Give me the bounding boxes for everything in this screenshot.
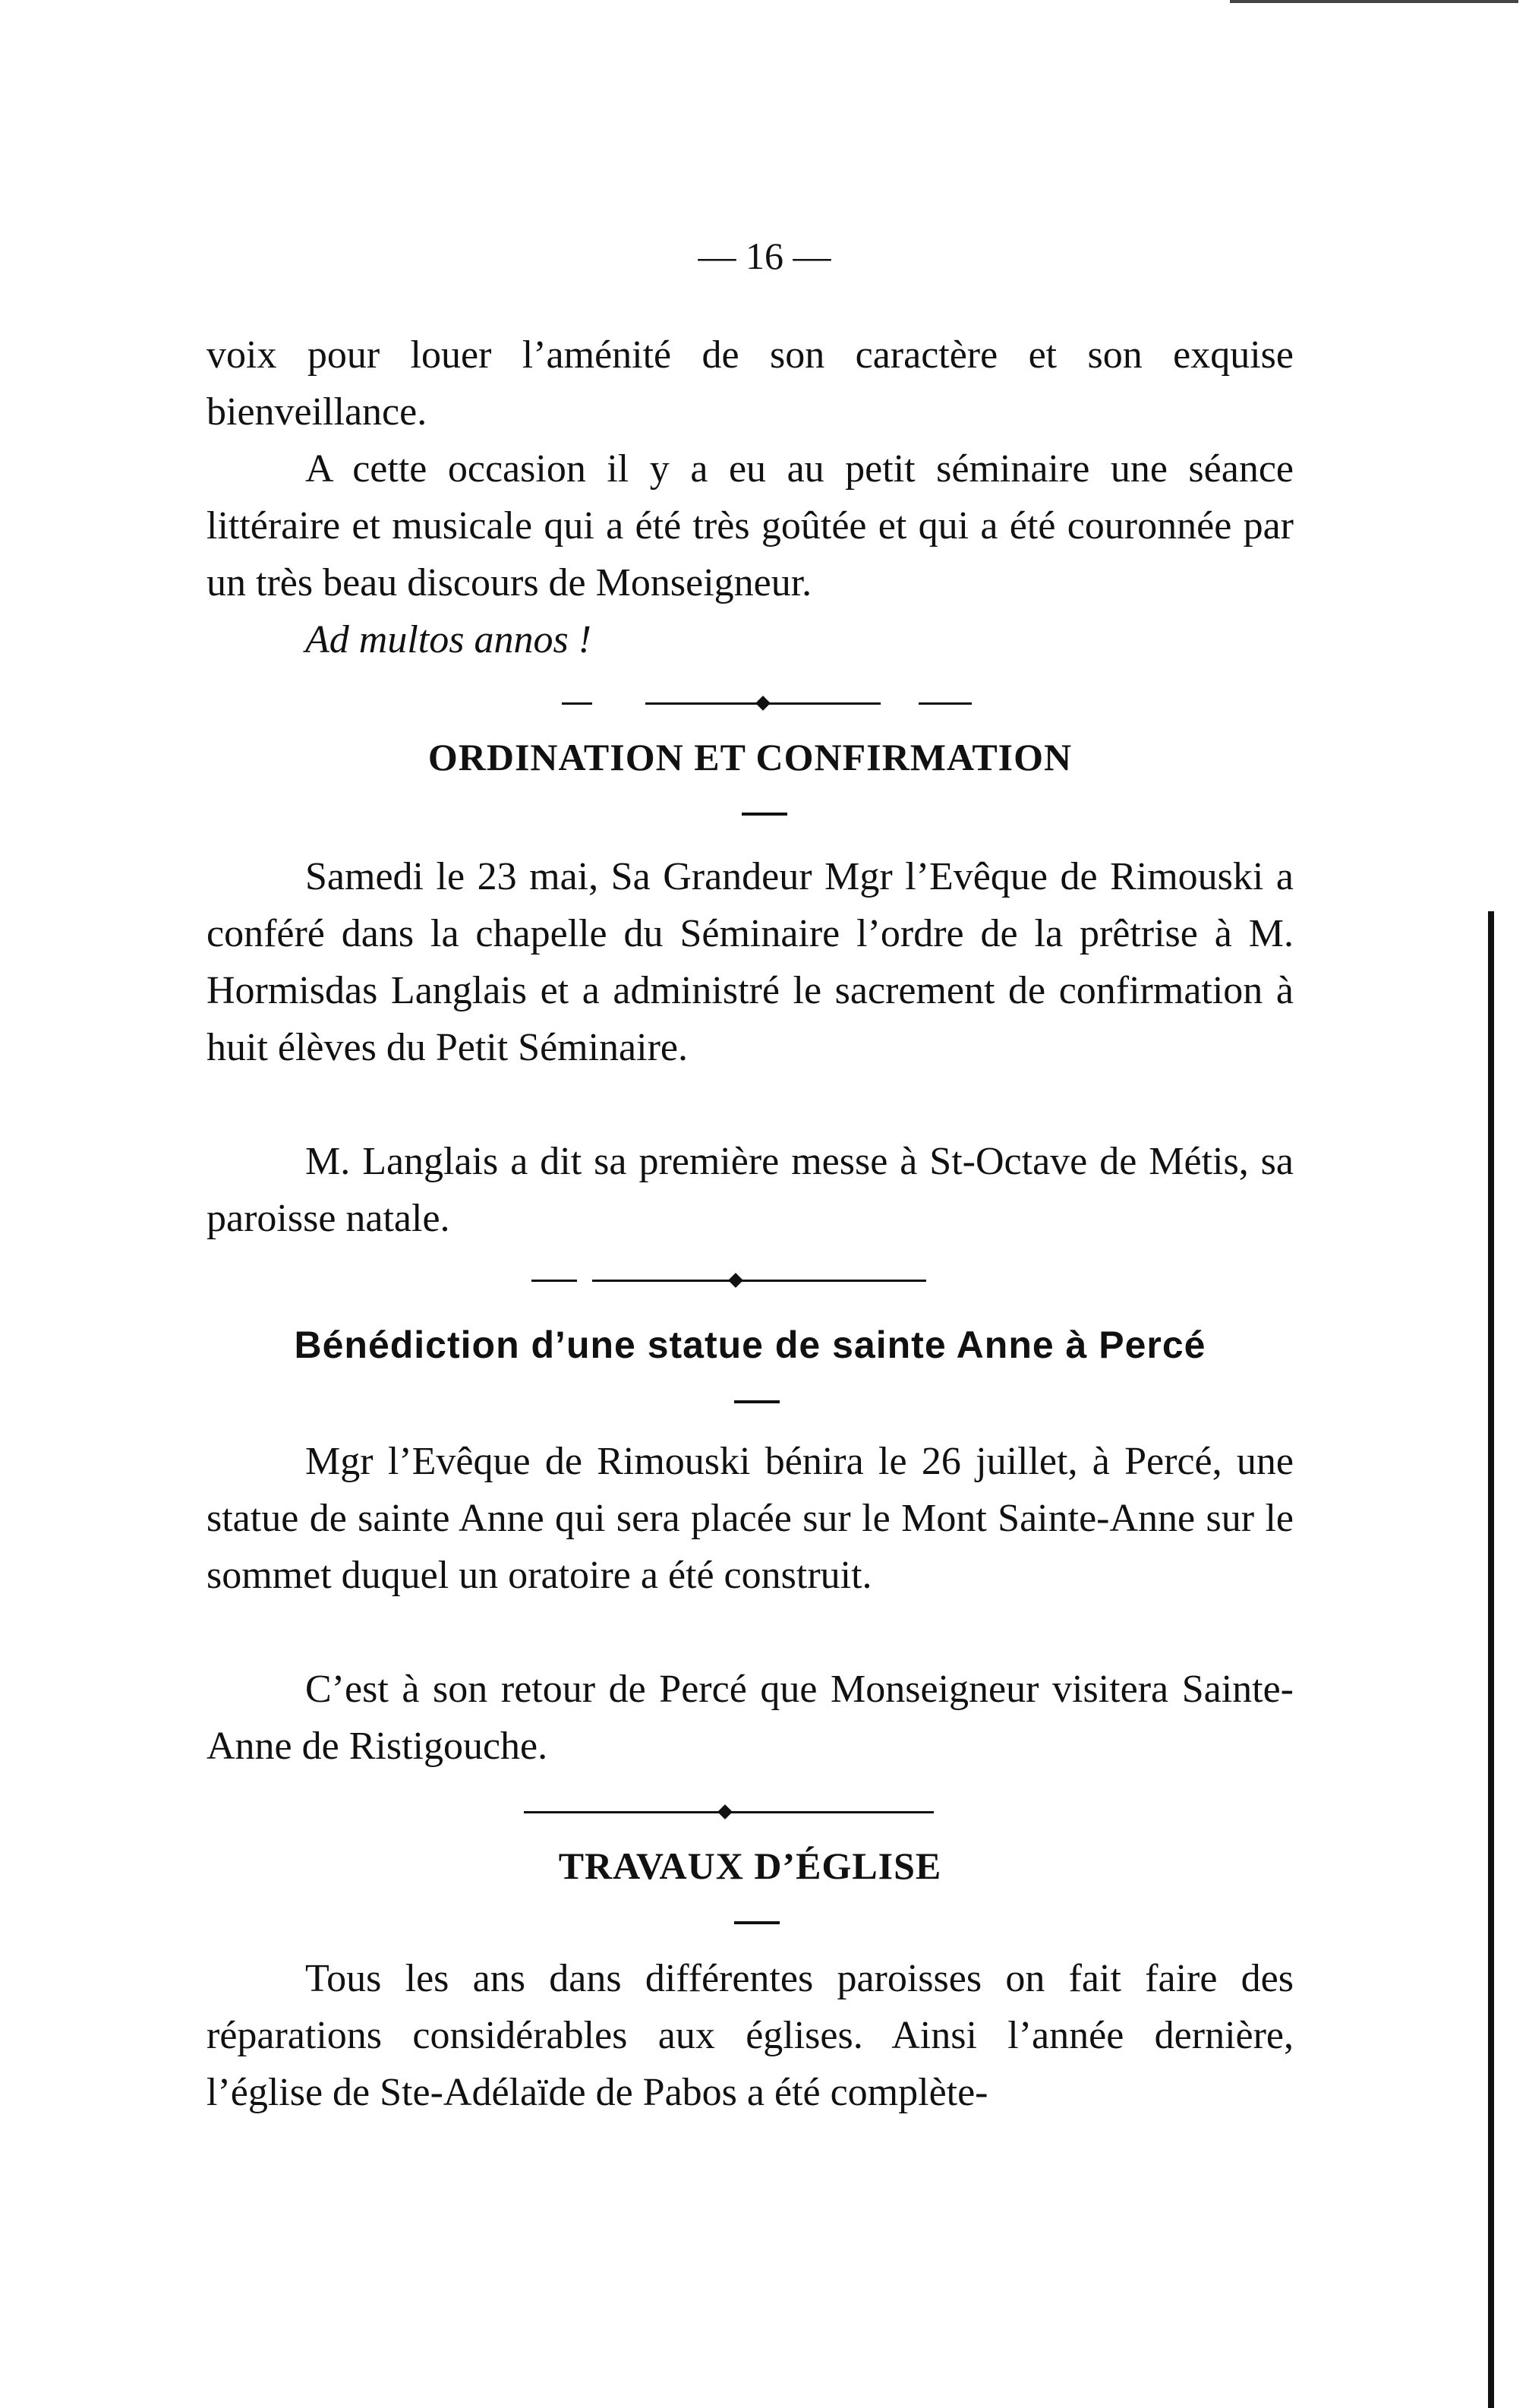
intro-paragraph-2: A cette occasion il y a eu au petit séminaire une séance littéraire et musicale qui a été très goûtée et qui a été couronnée par un très beau discours de Monseigneur. xyxy=(206,447,1294,604)
benediction-paragraph-2: C’est à son retour de Percé que Monseigneur visitera Sainte-Anne de Ristigouche. xyxy=(206,1668,1294,1768)
closing-wish: Ad multos annos ! xyxy=(305,618,591,661)
ordination-paragraph-2: M. Langlais a dit sa première messe à St-Octave de Métis, sa paroisse natale. xyxy=(206,1140,1294,1240)
top-edge-rule xyxy=(1230,0,1518,3)
intro-paragraph-1: voix pour louer l’aménité de son caractère et son exquise bienveillance. xyxy=(206,333,1294,434)
section-ornament-1 xyxy=(562,697,972,709)
right-edge-rule xyxy=(1488,911,1494,2408)
heading-dash-1 xyxy=(742,813,787,816)
page-number: — 16 — xyxy=(698,235,831,277)
section-ornament-2 xyxy=(531,1274,941,1286)
heading-dash-3 xyxy=(734,1921,780,1924)
section-heading-travaux: TRAVAUX D’ÉGLISE xyxy=(558,1845,942,1887)
section-ornament-3 xyxy=(524,1806,934,1818)
benediction-paragraph-1: Mgr l’Evêque de Rimouski bénira le 26 juillet, à Percé, une statue de sainte Anne qui sera placée sur le Mont Sainte-Anne sur le sommet duquel un oratoire a été construit. xyxy=(206,1440,1294,1597)
section-heading-benediction: Bénédiction d’une statue de sainte Anne à Percé xyxy=(294,1324,1206,1366)
ordination-paragraph-1: Samedi le 23 mai, Sa Grandeur Mgr l’Evêque de Rimouski a conféré dans la chapelle du Séminaire l’ordre de la prêtrise à M. Hormisdas Langlais et a administré le sacrement de confirmation à huit élèves du Petit Séminaire. xyxy=(206,855,1294,1069)
travaux-paragraph-1: Tous les ans dans différentes paroisses on fait faire des réparations considérables aux églises. Ainsi l’année dernière, l’église de Ste-Adélaïde de Pabos a été complète- xyxy=(206,1957,1294,2114)
section-heading-ordination: ORDINATION ET CONFIRMATION xyxy=(427,736,1073,778)
heading-dash-2 xyxy=(734,1400,780,1403)
